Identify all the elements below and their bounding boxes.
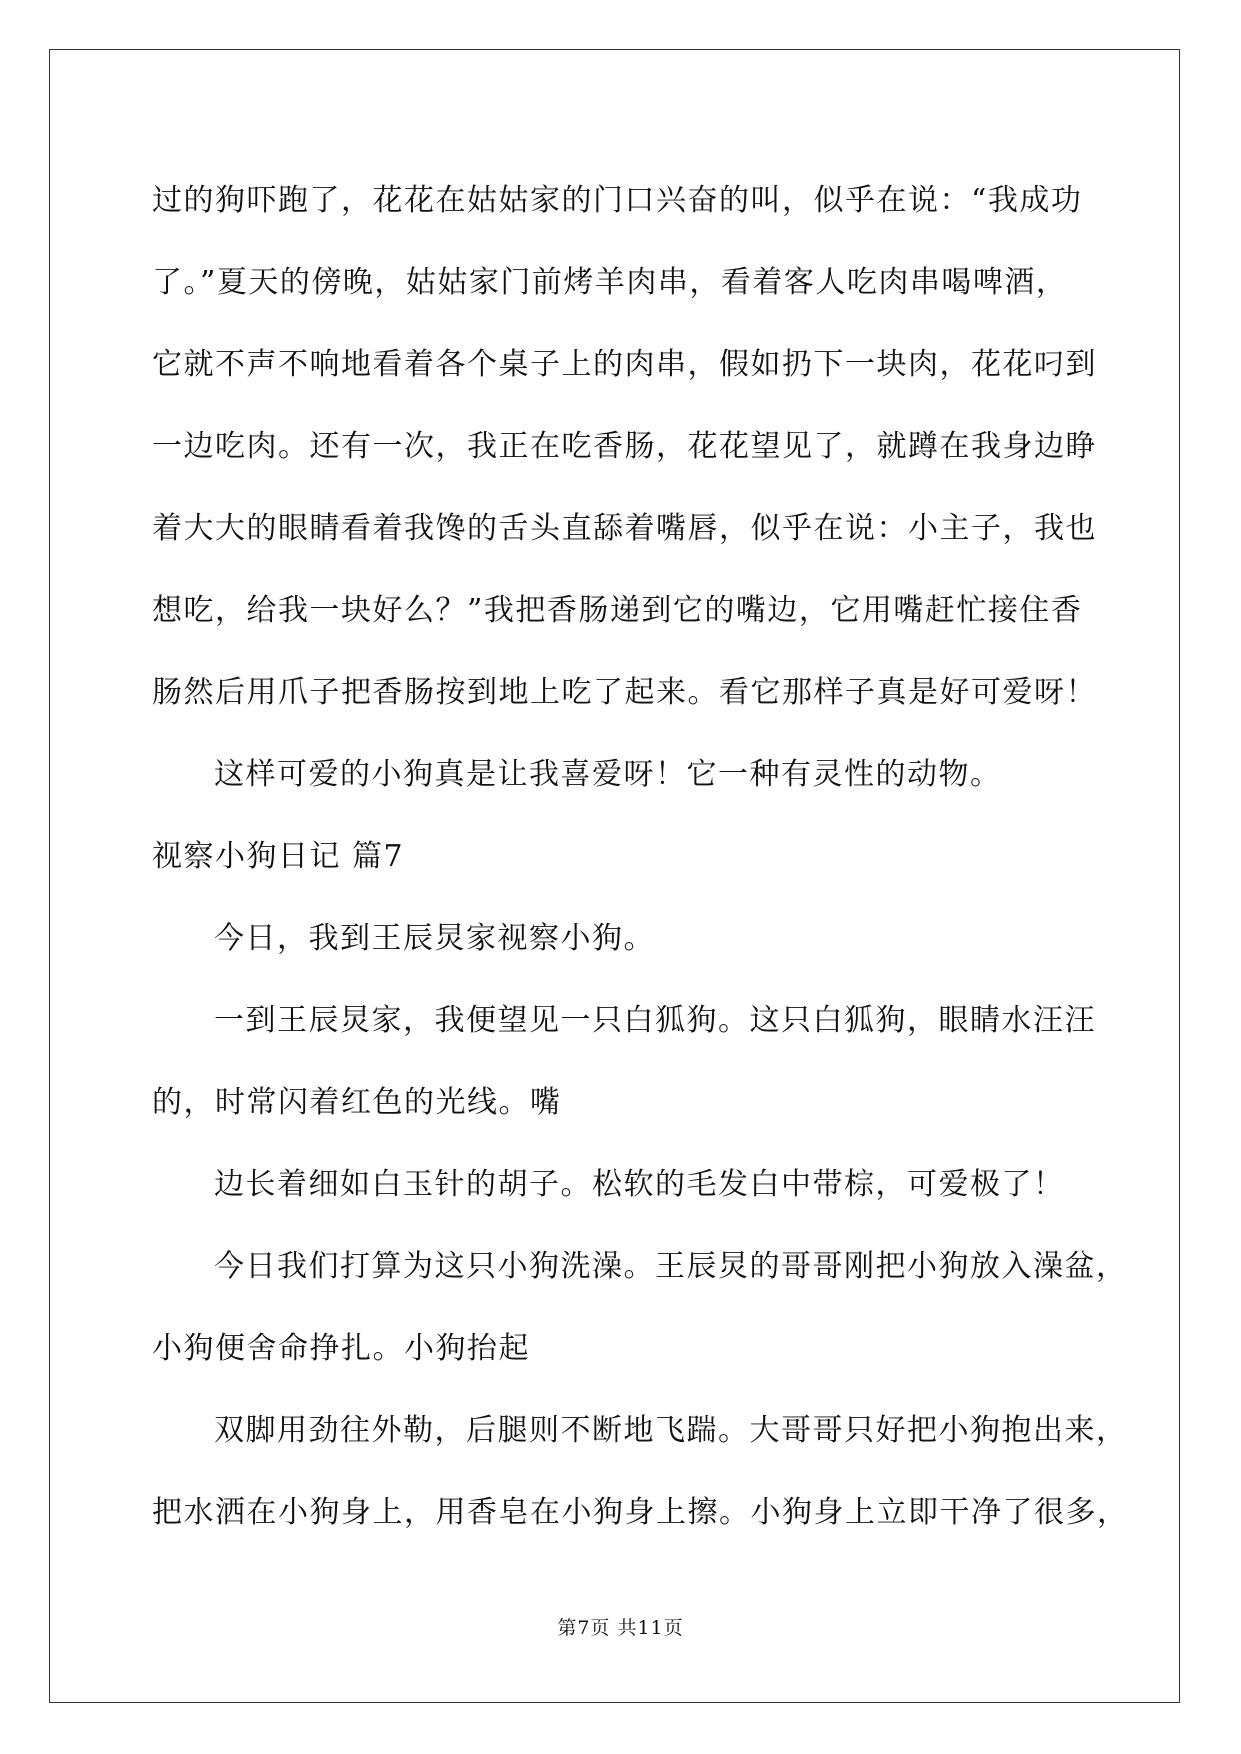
text-line-7: 肠然后用爪子把香肠按到地上吃了起来。看它那样子真是好可爱呀！ xyxy=(152,675,1097,710)
section-heading: 视察小狗日记 篇7 xyxy=(152,839,405,874)
text-line-16: 双脚用劲往外勒，后腿则不断地飞踹。大哥哥只好把小狗抱出来， xyxy=(214,1413,1128,1448)
text-line-6: 想吃，给我一块好么？”我把香肠递到它的嘴边，它用嘴赶忙接住香 xyxy=(152,593,1083,628)
text-line-12: 的，时常闪着红色的光线。嘴 xyxy=(152,1085,562,1120)
text-line-15: 小狗便舍命挣扎。小狗抬起 xyxy=(152,1331,530,1366)
text-line-11: 一到王辰炅家，我便望见一只白狐狗。这只白狐狗，眼睛水汪汪 xyxy=(214,1003,1096,1038)
text-line-5: 着大大的眼睛看着我馋的舌头直舔着嘴唇，似乎在说：小主子，我也 xyxy=(152,511,1097,546)
text-line-17: 把水洒在小狗身上，用香皂在小狗身上擦。小狗身上立即干净了很多， xyxy=(152,1495,1129,1530)
document-body xyxy=(152,160,1129,1554)
text-line-2: 了。”夏天的傍晚，姑姑家门前烤羊肉串，看着客人吃肉串喝啤酒， xyxy=(152,265,1068,300)
text-line-8: 这样可爱的小狗真是让我喜爱呀！它一种有灵性的动物。 xyxy=(214,757,1002,792)
page-number-footer: 第7页 共11页 xyxy=(557,1617,684,1639)
text-line-10: 今日，我到王辰炅家视察小狗。 xyxy=(214,921,655,956)
text-line-3: 它就不声不响地看着各个桌子上的肉串，假如扔下一块肉，花花叼到 xyxy=(152,347,1097,382)
text-line-1: 过的狗吓跑了，花花在姑姑家的门口兴奋的叫，似乎在说：“我成功 xyxy=(152,183,1083,218)
text-line-14: 今日我们打算为这只小狗洗澡。王辰炅的哥哥刚把小狗放入澡盆， xyxy=(214,1249,1128,1284)
text-line-4: 一边吃肉。还有一次，我正在吃香肠，花花望见了，就蹲在我身边睁 xyxy=(152,429,1097,464)
text-line-13: 边长着细如白玉针的胡子。松软的毛发白中带棕，可爱极了！ xyxy=(214,1167,1065,1202)
